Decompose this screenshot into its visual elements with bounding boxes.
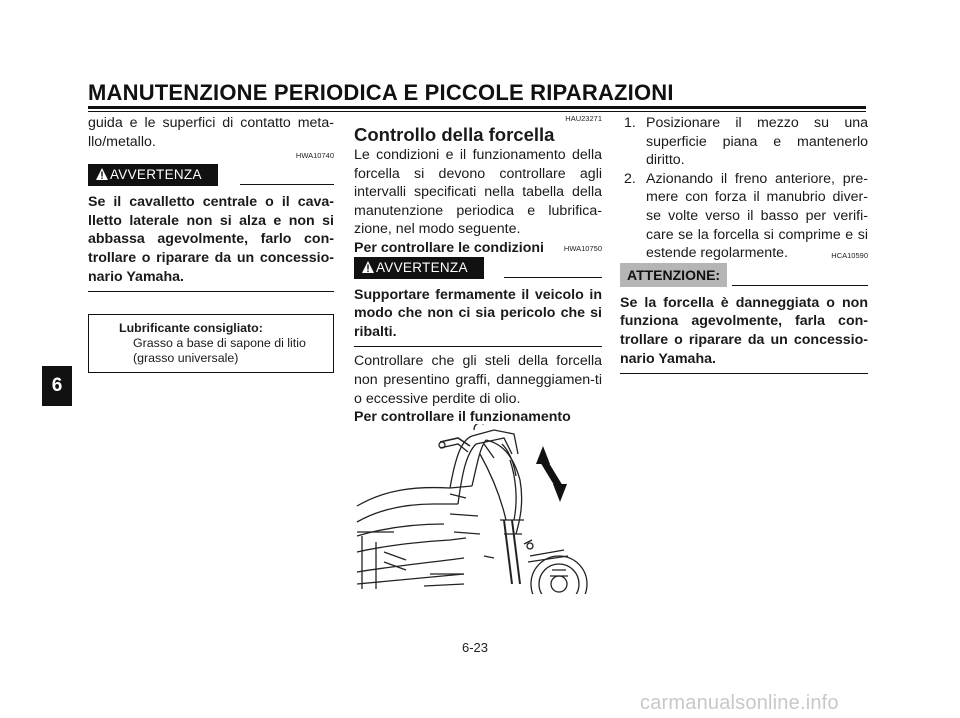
column-3 [620, 114, 868, 374]
lubricant-title: Lubrificante consigliato: [119, 321, 263, 336]
header-rule-thin [88, 111, 866, 112]
chapter-tab[interactable]: 6 [42, 366, 72, 406]
step-number: 2. [624, 170, 636, 187]
watermark: carmanualsonline.info [640, 692, 839, 714]
header-rule [88, 106, 866, 109]
list-item [620, 114, 868, 170]
warning-end-rule [354, 346, 602, 347]
warning-line [504, 277, 602, 278]
step-text: Azionando il freno anteriore, pre-mere con forza il manubrio diver-se volte verso il basso per verifi-care se la forcella si comprime e si estende regolarmente. [646, 170, 868, 262]
notice-line [732, 285, 868, 286]
warning-triangle-icon [362, 261, 374, 274]
warning-label: AVVERTENZA [376, 259, 468, 275]
list-item [620, 170, 868, 263]
lubricant-line-1: Grasso a base di sapone di litio [133, 336, 306, 351]
page-number: 6-23 [462, 640, 489, 655]
section-intro: Le condizioni e il funzionamento della forcella si devono controllare agli intervalli specificati nella tabella della manutenzione periodica e lubrifica-zione, nel modo seguente. [354, 147, 602, 238]
notice-code: HCA10590 [831, 250, 868, 260]
step-text: Posizionare il mezzo su una superficie piana e mantenerlo diritto. [646, 115, 868, 169]
warning-code: HWA10740 [295, 151, 334, 161]
intro-text: guida e le superfici di contatto meta-llo/metallo. [88, 115, 334, 150]
warning-badge [354, 257, 484, 279]
column-2 [354, 114, 602, 427]
lubricant-box [88, 314, 334, 373]
warning-line [240, 184, 334, 185]
conditions-heading: Per controllare le condizioni [354, 239, 544, 256]
section-code: HAU23271 [565, 114, 602, 123]
column-1 [88, 114, 334, 373]
warning-label: AVVERTENZA [110, 167, 202, 183]
notice-header [620, 263, 868, 287]
warning-header [354, 257, 602, 279]
warning-header [88, 164, 334, 186]
section-title: Controllo della forcella [354, 124, 555, 145]
lubricant-line-2: (grasso universale) [133, 351, 239, 366]
notice-text: Se la forcella è danneggiata o non funziona agevolmente, farla con-trollare o riparare da un concessio-nario Yamaha. [620, 294, 868, 367]
step-number: 1. [624, 115, 636, 131]
warning-badge [88, 164, 218, 186]
function-heading: Per controllare il funzionamento [354, 409, 571, 426]
warning-text: Se il cavalletto centrale o il cava-lletto laterale non si alza e non si abbassa agevolmente, farlo con-trollare o riparare da un concessio-nario Yamaha. [88, 194, 334, 285]
check-body-text: Controllare che gli steli della forcella non presentino graffi, danneggiamen-ti o eccessive perdite di olio. [354, 353, 602, 407]
warning-code: HWA10750 [563, 243, 602, 253]
page-header-title: MANUTENZIONE PERIODICA E PICCOLE RIPARAZIONI [88, 80, 674, 105]
notice-end-rule [620, 373, 868, 374]
notice-badge: ATTENZIONE: [620, 263, 727, 287]
steps-list [620, 114, 868, 263]
warning-end-rule [88, 291, 334, 292]
scooter-fork-illustration [354, 424, 602, 594]
warning-text: Supportare fermamente il veicolo in modo che non ci sia pericolo che si ribalti. [354, 286, 602, 340]
warning-triangle-icon [96, 168, 108, 181]
